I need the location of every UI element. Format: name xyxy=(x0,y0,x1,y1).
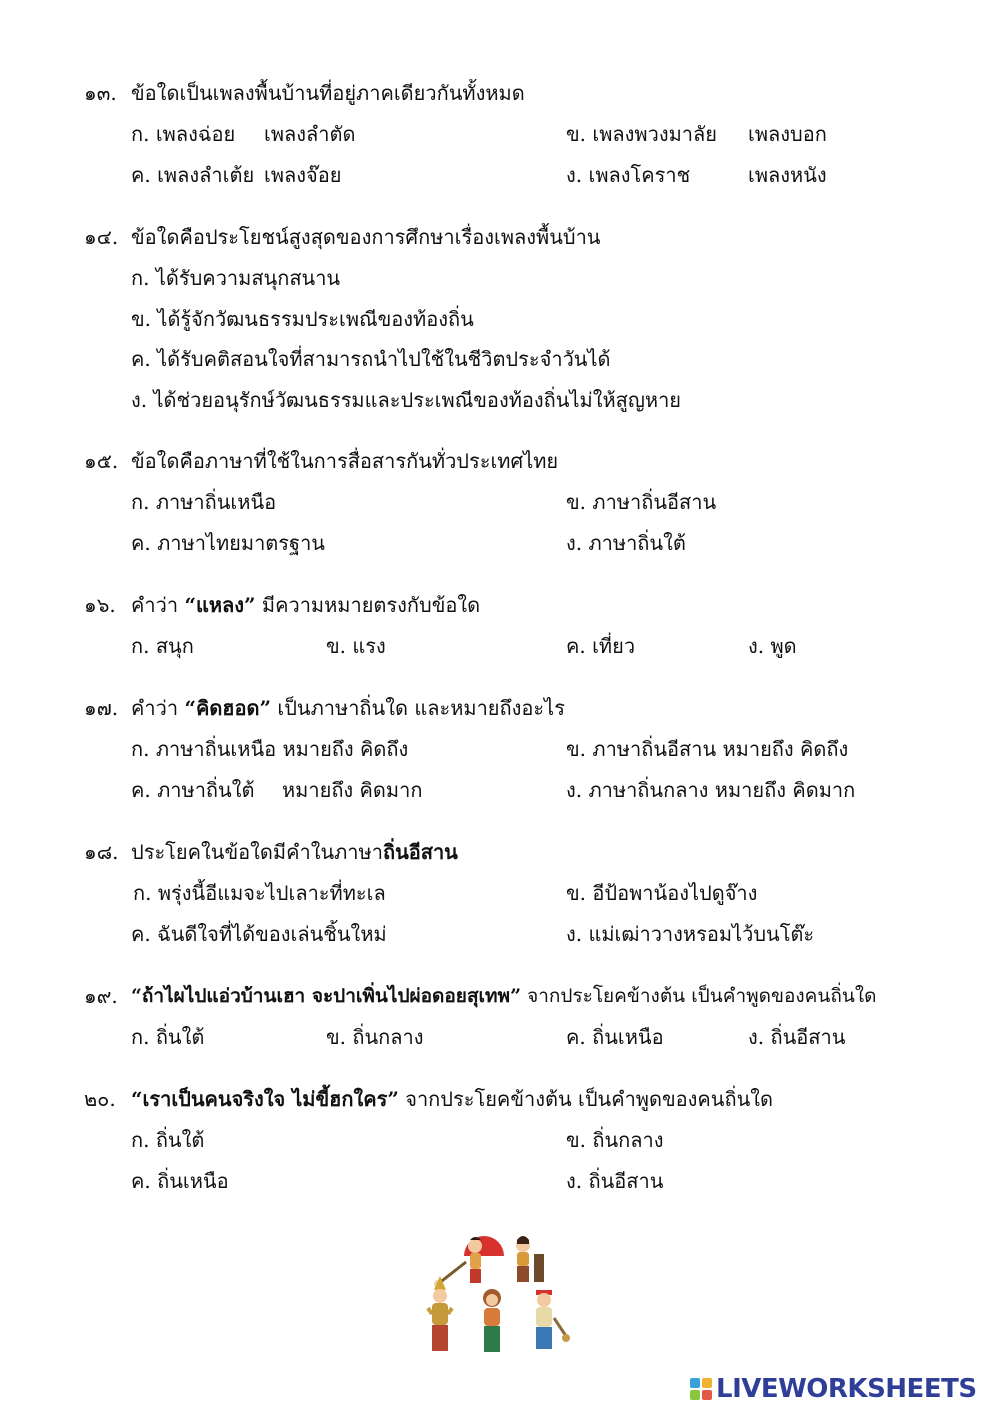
q13-option-c-2: เพลงจ๊อย xyxy=(264,163,342,187)
q20-option-d[interactable]: ง. ถิ่นอีสาน xyxy=(566,1169,664,1193)
q13-option-b-2: เพลงบอก xyxy=(748,122,827,146)
q13-option-d[interactable]: ง. เพลงโคราช xyxy=(566,163,691,187)
liveworksheets-logo xyxy=(690,1374,977,1404)
q15-option-d[interactable]: ง. ภาษาถิ่นใต้ xyxy=(566,531,686,555)
q13-option-a-2: เพลงลำตัด xyxy=(264,122,356,146)
q19-quote: “ถ้าไผไปแอ่วบ้านเฮา จะปาเพิ่นไปผ่อดอยสุเทพ” xyxy=(131,985,522,1007)
q18-option-b[interactable]: ข. อีป้อพาน้องไปดูจ๊าง xyxy=(566,881,758,905)
q20-option-b[interactable]: ข. ถิ่นกลาง xyxy=(566,1128,664,1152)
q17-option-c[interactable]: ค. ภาษาถิ่นใต้ xyxy=(131,778,255,802)
q19-option-d[interactable]: ง. ถิ่นอีสาน xyxy=(748,1025,846,1049)
q13-option-c[interactable]: ค. เพลงลำเต้ย xyxy=(131,163,255,187)
q19-text-post: จากประโยคข้างต้น เป็นคำพูดของคนถิ่นใด xyxy=(527,985,877,1007)
q14-option-b[interactable]: ข. ได้รู้จักวัฒนธรรมประเพณีของท้องถิ่น xyxy=(131,307,474,331)
q13-option-a[interactable]: ก. เพลงฉ่อย xyxy=(131,122,236,146)
q17-option-b[interactable]: ข. ภาษาถิ่นอีสาน หมายถึง คิดถึง xyxy=(566,737,849,761)
question-17-text xyxy=(131,695,565,721)
question-19-number: ๑๙. xyxy=(84,984,118,1008)
q15-option-b[interactable]: ข. ภาษาถิ่นอีสาน xyxy=(566,490,717,514)
q18-keyword: ถิ่นอีสาน xyxy=(382,840,458,864)
q19-option-c[interactable]: ค. ถิ่นเหนือ xyxy=(566,1025,664,1049)
q20-option-c[interactable]: ค. ถิ่นเหนือ xyxy=(131,1169,229,1193)
question-18-number: ๑๘. xyxy=(84,840,119,864)
q13-option-b[interactable]: ข. เพลงพวงมาลัย xyxy=(566,122,717,146)
q17-option-a[interactable]: ก. ภาษาถิ่นเหนือ หมายถึง คิดถึง xyxy=(131,737,409,761)
question-13-number: ๑๓. xyxy=(84,81,117,105)
question-15-text: ข้อใดคือภาษาที่ใช้ในการสื่อสารกันทั่วประเทศไทย xyxy=(131,449,559,473)
question-20-text xyxy=(131,1086,773,1112)
question-19-text xyxy=(131,983,876,1009)
q18-option-d[interactable]: ง. แม่เฒ่าวางหรอมไว้บนโต๊ะ xyxy=(566,922,815,946)
q16-option-a[interactable]: ก. สนุก xyxy=(131,634,194,658)
q13-option-d-2: เพลงหนัง xyxy=(748,163,827,187)
q14-option-c[interactable]: ค. ได้รับคติสอนใจที่สามารถนำไปใช้ในชีวิตประจำวันได้ xyxy=(131,347,611,371)
q19-option-a[interactable]: ก. ถิ่นใต้ xyxy=(131,1025,205,1049)
question-17-number: ๑๗. xyxy=(84,696,119,720)
q14-option-d[interactable]: ง. ได้ช่วยอนุรักษ์วัฒนธรรมและประเพณีของท้องถิ่นไม่ให้สูญหาย xyxy=(131,388,682,412)
question-13-text: ข้อใดเป็นเพลงพื้นบ้านที่อยู่ภาคเดียวกันทั้งหมด xyxy=(131,81,525,105)
q19-option-b[interactable]: ข. ถิ่นกลาง xyxy=(326,1025,424,1049)
question-18-text xyxy=(131,839,458,865)
q17-option-c-2: หมายถึง คิดมาก xyxy=(282,778,423,802)
question-14-number: ๑๔. xyxy=(84,225,119,249)
question-20-number: ๒๐. xyxy=(84,1087,116,1111)
q16-option-c[interactable]: ค. เที่ยว xyxy=(566,634,636,658)
q18-option-a[interactable]: ก. พรุ่งนี้อีแมจะไปเลาะที่ทะเล xyxy=(133,881,386,905)
q20-quote: “เราเป็นคนจริงใจ ไม่ขี้ฮกใคร” xyxy=(131,1087,399,1111)
q18-text-pre: ประโยคในข้อใดมีคำในภาษา xyxy=(131,840,383,864)
q16-text-post: มีความหมายตรงกับข้อใด xyxy=(261,593,481,617)
question-14-text: ข้อใดคือประโยชน์สูงสุดของการศึกษาเรื่องเพลงพื้นบ้าน xyxy=(131,225,601,249)
q14-option-a[interactable]: ก. ได้รับความสนุกสนาน xyxy=(131,266,341,290)
q17-option-d[interactable]: ง. ภาษาถิ่นกลาง หมายถึง คิดมาก xyxy=(566,778,856,802)
q16-option-b[interactable]: ข. แรง xyxy=(326,634,386,658)
liveworksheets-logo-icon xyxy=(690,1378,712,1400)
q20-option-a[interactable]: ก. ถิ่นใต้ xyxy=(131,1128,205,1152)
q17-text-pre: คำว่า xyxy=(131,696,179,720)
q15-option-c[interactable]: ค. ภาษาไทยมาตรฐาน xyxy=(131,531,325,555)
liveworksheets-brand-text: LIVEWORKSHEETS xyxy=(716,1374,977,1404)
question-16-number: ๑๖. xyxy=(84,593,116,617)
q16-option-d[interactable]: ง. พูด xyxy=(748,634,797,658)
question-16-text xyxy=(131,592,480,618)
q16-text-pre: คำว่า xyxy=(131,593,179,617)
q17-keyword: “คิดฮอด” xyxy=(184,696,272,720)
thai-traditional-dancers-illustration xyxy=(420,1232,580,1362)
question-15-number: ๑๕. xyxy=(84,449,119,473)
q16-keyword: “แหลง” xyxy=(184,593,256,617)
q15-option-a[interactable]: ก. ภาษาถิ่นเหนือ xyxy=(131,490,277,514)
q18-option-c[interactable]: ค. ฉันดีใจที่ได้ของเล่นชิ้นใหม่ xyxy=(131,922,387,946)
q17-text-post: เป็นภาษาถิ่นใด และหมายถึงอะไร xyxy=(277,696,565,720)
q20-text-post: จากประโยคข้างต้น เป็นคำพูดของคนถิ่นใด xyxy=(405,1087,774,1111)
